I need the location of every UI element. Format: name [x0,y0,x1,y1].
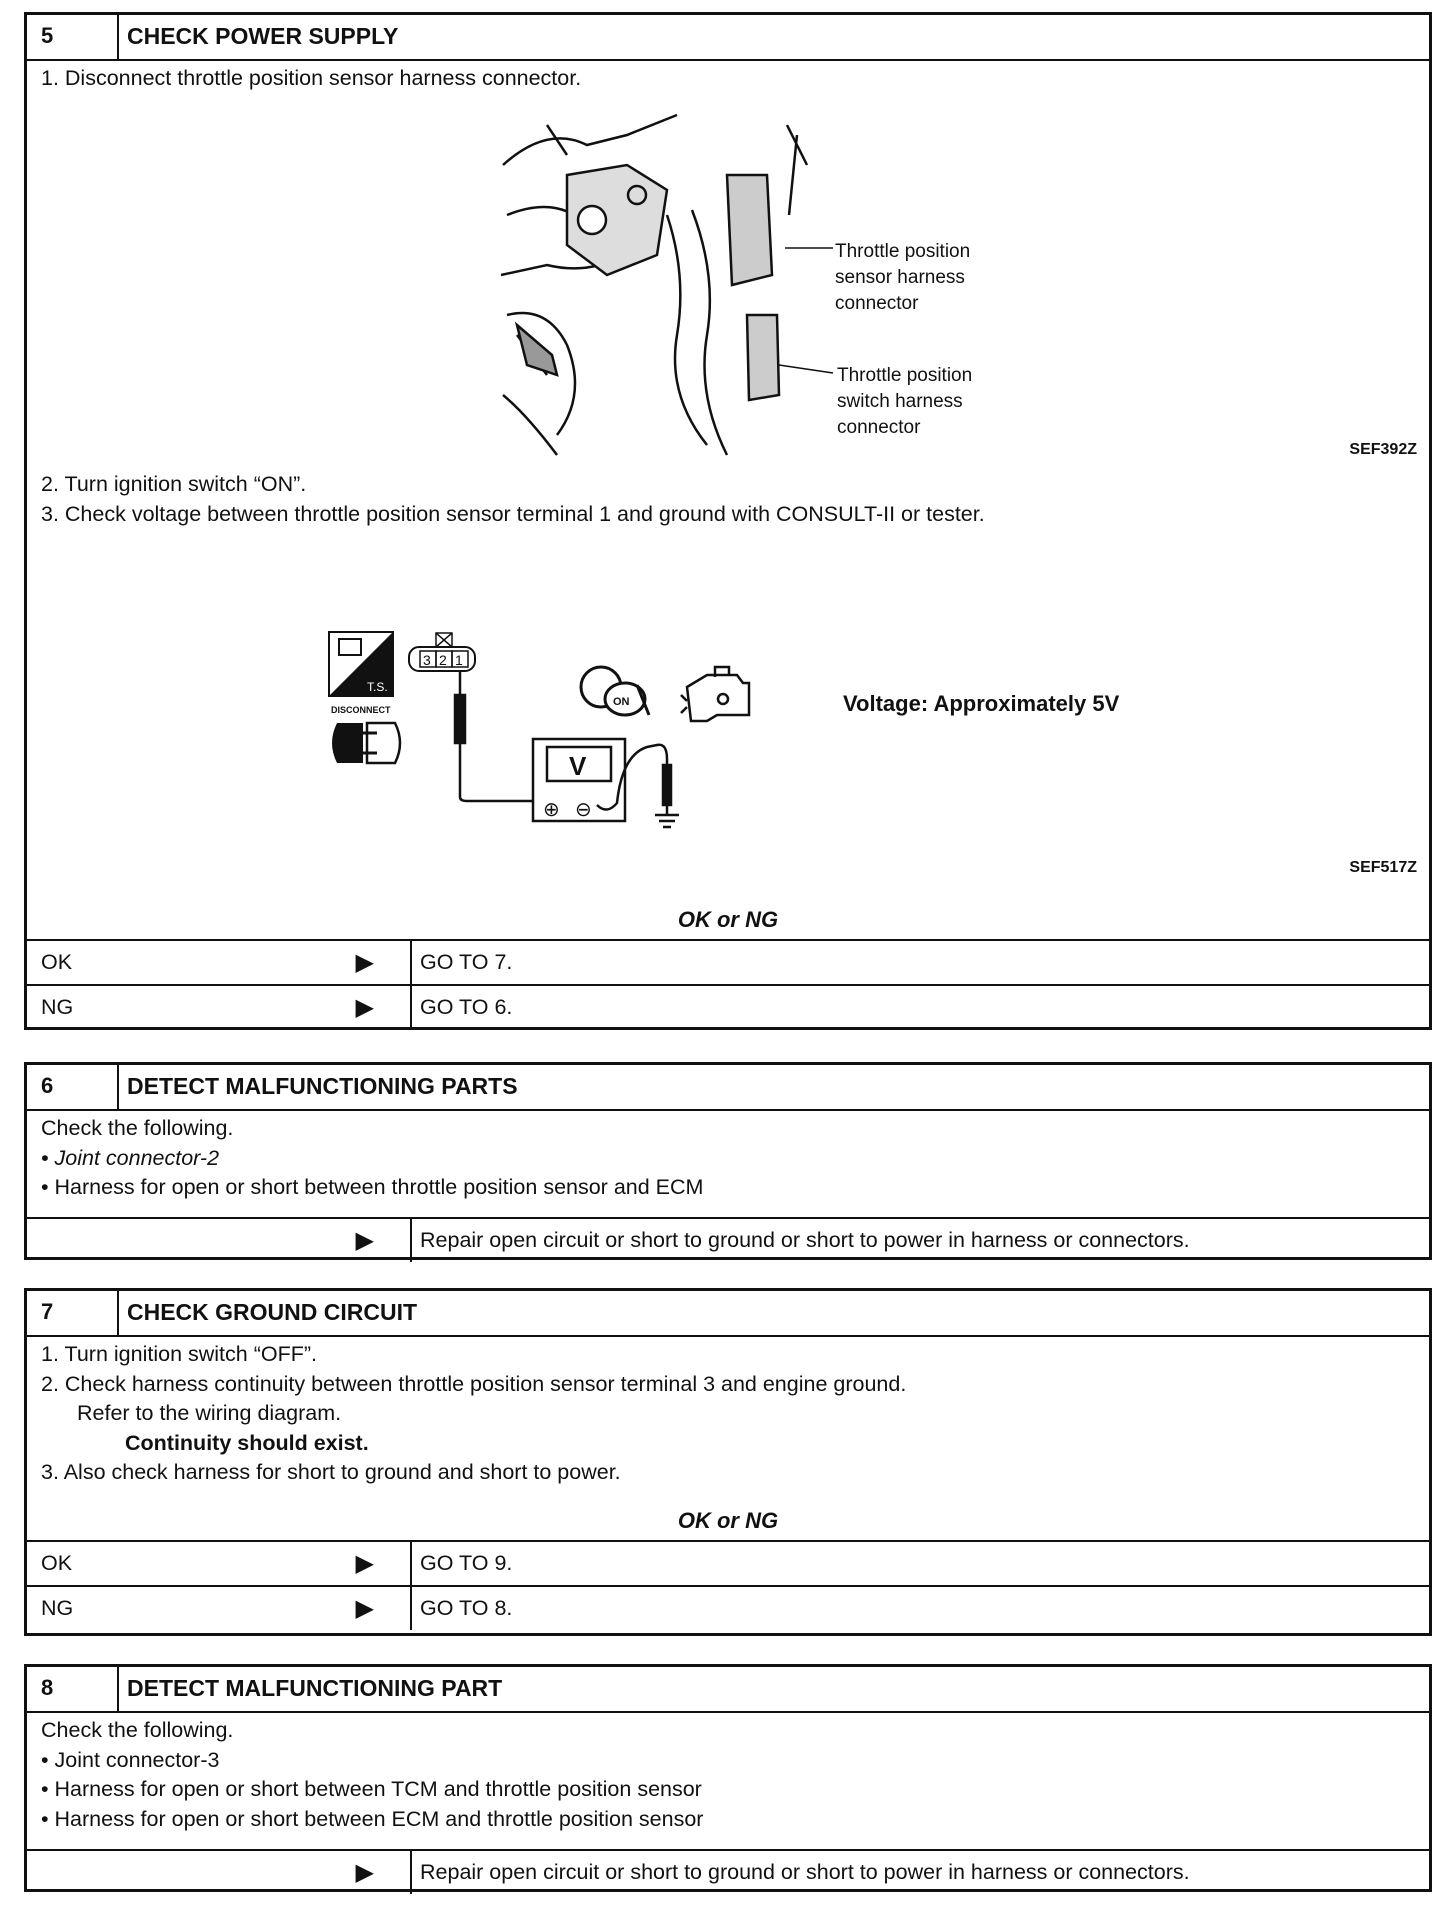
step-7-block [24,1288,1432,1636]
step-8-header [27,1667,1429,1713]
ok-ng-label: OK or NG [677,907,779,932]
result-row-ok [27,1540,1429,1585]
step-5-instruction-1: 1. Disconnect throttle position sensor harness connector. [41,66,582,90]
result-label: NG [41,995,74,1019]
result-action[interactable]: GO TO 9. [420,1551,513,1575]
disconnect-icon [332,723,400,763]
arrow-icon: ▶ [355,949,374,976]
fig1-code: SEF392Z [1349,441,1417,458]
check-item: Joint connector-3 [54,1747,220,1772]
step-title: CHECK GROUND CIRCUIT [127,1299,418,1325]
fig2-code: SEF517Z [1349,859,1417,876]
step-6-checklist: Check the following. • Joint connector-2 • Harness for open or short between throttle position sensor and ECM [41,1116,704,1199]
step-6-header [27,1065,1429,1111]
pin-2: 2 [439,652,447,668]
step-6-block [24,1062,1432,1260]
arrow-icon: ▶ [355,1550,374,1577]
ts-icon [329,632,393,696]
arrow-icon: ▶ [355,994,374,1021]
result-action[interactable]: GO TO 6. [420,995,513,1019]
step-title: DETECT MALFUNCTIONING PARTS [127,1073,518,1099]
step-title: DETECT MALFUNCTIONING PART [127,1675,503,1701]
step-number: 6 [27,1065,119,1109]
ignition-on-icon [581,667,649,715]
result-row-ng [27,1585,1429,1630]
engine-icon [681,667,749,721]
repair-action: Repair open circuit or short to ground or short to power in harness or connectors. [420,1228,1190,1252]
fig1-label-2b: switch harness [837,391,963,412]
pin-1: 1 [455,652,463,668]
check-item: Harness for open or short between TCM and throttle position sensor [54,1777,702,1801]
pin-3: 3 [423,652,431,668]
step-7-header [27,1291,1429,1337]
result-row-ok [27,939,1429,984]
ts-label: T.S. [367,680,388,694]
result-label: OK [41,950,73,974]
repair-action: Repair open circuit or short to ground or short to power in harness or connectors. [420,1860,1190,1884]
step-number: 5 [27,15,119,59]
repair-row [27,1849,1429,1894]
result-action[interactable]: GO TO 8. [420,1596,513,1620]
fig1-label-2a: Throttle position [837,365,973,386]
step-title: CHECK POWER SUPPLY [127,23,399,49]
on-label: ON [613,696,630,708]
fig1-label-2c: connector [837,417,921,438]
meter-plus: ⊕ [543,799,560,821]
voltage-check-diagram [27,15,1429,1027]
step-number: 8 [27,1667,119,1711]
arrow-icon: ▶ [355,1227,374,1254]
meter-minus: ⊖ [575,799,592,821]
voltage-spec: Voltage: Approximately 5V [843,691,1120,716]
meter-label: V [569,751,587,781]
arrow-icon: ▶ [355,1859,374,1886]
step-5-instruction-2-3: 2. Turn ignition switch “ON”. 3. Check voltage between throttle position sensor terminal 1 and ground with CONSULT-II or tester. [41,472,985,526]
check-item: Harness for open or short between throttle position sensor and ECM [54,1175,704,1199]
step-8-checklist: Check the following. • Joint connector-3 • Harness for open or short between TCM and throttle position sensor • Harness for open or short between ECM and throttle position sensor [41,1718,704,1831]
connector-icon [409,633,475,671]
fig1-label-1a: Throttle position [835,241,971,262]
fig1-label-1b: sensor harness [835,267,965,288]
fig1-label-1c: connector [835,293,919,314]
repair-row [27,1217,1429,1262]
result-label: OK [41,1551,73,1575]
result-label: NG [41,1596,74,1620]
step-8-block [24,1664,1432,1892]
ok-ng-label: OK or NG [677,1508,779,1533]
step-number: 7 [27,1291,119,1335]
result-row-ng [27,984,1429,1029]
result-action[interactable]: GO TO 7. [420,950,513,974]
step-7-instructions: 1. Turn ignition switch “OFF”. 2. Check harness continuity between throttle position sensor terminal 3 and engine ground. Refer to the wiring diagram. Continuity should exist. 3. Also check harness for short to ground and short to power. [41,1342,907,1484]
check-item: Harness for open or short between ECM and throttle position sensor [54,1806,704,1831]
step-5-block [24,12,1432,1030]
disconnect-label: DISCONNECT [331,705,391,715]
check-item: Joint connector-2 [54,1145,220,1170]
arrow-icon: ▶ [355,1595,374,1622]
